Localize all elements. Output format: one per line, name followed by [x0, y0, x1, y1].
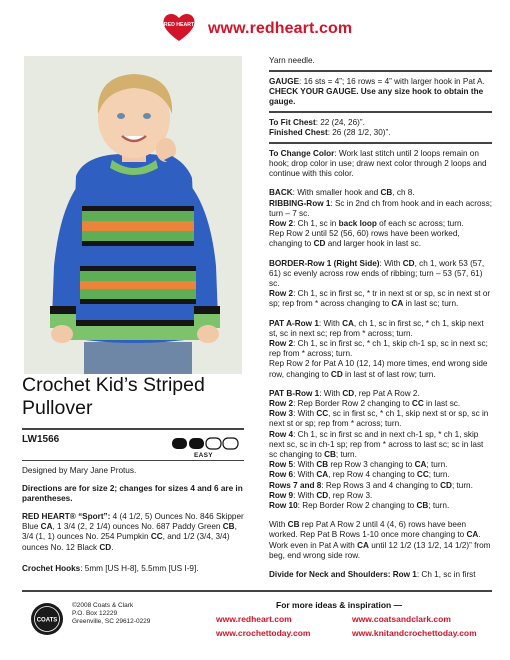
border2-label: Row 2: [269, 289, 294, 299]
patb3-text2: , sc in first sc, * ch 1, skip next st or sp, sc in next st or sp; rep from * across; turn.: [269, 409, 489, 429]
change-label: To Change Color: [269, 148, 335, 158]
patb4-text: : Ch 1, sc in first sc and in next ch-1 sp, * ch 1, skip next sc, sc in ch-1 sp; rep from * across to last sc; sc in last sc changing to: [269, 429, 484, 459]
final-ca: CA: [466, 530, 479, 540]
gauge-label: GAUGE: [269, 76, 300, 86]
border1-label: BORDER-Row 1 (Right Side): [269, 258, 380, 268]
patb5-text2: rep Row 3 changing to: [328, 460, 415, 470]
patb10-label: Row 10: [269, 501, 298, 511]
pata-rep-text: Rep Row 2 for Pat A 10 (12, 14) more times, end wrong side row, changing to: [269, 359, 488, 379]
rib2-text: : Ch 1, sc in: [293, 218, 339, 228]
pattern-code: LW1566: [22, 434, 60, 445]
yarn-text: 4 (4 1/2, 5) Ounces No. 846 Skipper Blue: [22, 512, 244, 532]
footer-divider: [22, 590, 492, 592]
rib-rep-text: Rep Row 2 until 52 (56, 60) rows have been worked, changing to: [269, 229, 460, 249]
instructions-column: [269, 56, 492, 589]
yarn-text2: , 1 3/4 (2, 2 1/4) ounces No. 687 Paddy Green: [52, 522, 223, 532]
rib-rep-cd: CD: [313, 239, 326, 249]
patb6-text: : With: [293, 470, 317, 480]
patb78-cd: CD: [440, 480, 452, 490]
site-url-link[interactable]: www.redheart.com: [208, 20, 353, 37]
patb2-text2: in last sc.: [423, 398, 461, 408]
rib2-label: Row 2: [269, 218, 294, 228]
patb4-cb: CB: [324, 450, 336, 459]
divide-text: : Ch 1, sc in first: [416, 570, 476, 580]
footer-link-redheart[interactable]: www.redheart.com: [216, 614, 292, 624]
yarn-text4: , and 1/2 (3/4, 3/4) ounces No. 12 Black: [22, 532, 230, 552]
rib2-bold: back loop: [338, 218, 377, 228]
hooks-label: Crochet Hooks: [22, 564, 81, 573]
footer-link-crochettoday[interactable]: www.crochettoday.com: [216, 628, 311, 638]
po-box: P.O. Box 12229: [72, 610, 118, 618]
final-ca2: CA: [357, 540, 369, 550]
pat-b-section: [269, 389, 492, 511]
border2-ca: CA: [391, 299, 404, 309]
border-section: [269, 259, 492, 310]
patb1-cd: CD: [342, 388, 355, 398]
patb9-label: Row 9: [269, 490, 294, 500]
rib1-text: : Sc in 2nd ch from hook and in each across; turn – 7 sc.: [269, 198, 492, 218]
final-text3: . Work even in Pat A with: [269, 530, 481, 550]
final-cb: CB: [287, 520, 300, 530]
fit-label: To Fit Chest: [269, 117, 316, 127]
border1-text: : With: [379, 258, 403, 268]
copyright: ©2008 Coats & Clark: [72, 602, 134, 609]
code-divider: [22, 460, 244, 461]
patb6-text3: ; turn.: [428, 470, 450, 480]
back-section: [269, 188, 492, 249]
patb3-label: Row 3: [269, 409, 294, 419]
patb5-text3: ; turn.: [426, 460, 448, 470]
patb1-text2: , rep Pat A Row 2.: [354, 388, 420, 398]
patb10-text: : Rep Border Row 2 changing to: [297, 501, 417, 511]
patb2-label: Row 2: [269, 398, 294, 408]
pata1-text2: , ch 1, sc in first sc, * ch 1, skip next st, sc in next sc; rep from * across; turn.: [269, 318, 484, 338]
patb9-text: : With: [293, 490, 317, 500]
yarn-materials: [22, 512, 244, 553]
title-divider: [22, 428, 244, 430]
patb1-text: : With: [319, 388, 343, 398]
patb9-text2: , rep Row 3.: [328, 490, 373, 500]
gauge-text: : 16 sts = 4”; 16 rows = 4” with larger hook in Pat A.: [299, 76, 485, 86]
gauge: [269, 77, 492, 108]
needle-line: Yarn needle.: [269, 56, 315, 65]
change-text: : Work last stitch until 2 loops remain on hook; drop color in use; draw next color through 2 loops and continue with this color.: [269, 148, 487, 179]
pata2-label: Row 2: [269, 338, 294, 348]
yarn-end: .: [111, 542, 114, 552]
final-text2: rep Pat A Row 2 until 4 (4, 6) rows have been worked. Rep Pat B Rows 1-10 once more changing to: [269, 520, 467, 540]
crochet-hooks: [22, 564, 244, 574]
pata1-text: : With: [318, 318, 343, 328]
back-text: : With smaller hook and: [292, 188, 381, 198]
logo-text: RED HEART: [163, 22, 195, 28]
more-ideas-heading: For more ideas & inspiration —: [276, 600, 403, 610]
rib2-text2: of each sc across; turn.: [376, 218, 464, 228]
finished-label: Finished Chest: [269, 128, 328, 138]
border2-text2: in last sc; turn.: [403, 299, 459, 309]
gauge-check: CHECK YOUR GAUGE. Use any size hook to obtain the gauge.: [269, 86, 484, 107]
back-text2: , ch 8.: [392, 188, 415, 198]
size-divider: [269, 142, 492, 144]
pata1-label: PAT A-Row 1: [269, 318, 319, 328]
finished-text: : 26 (28 1/2, 30)”.: [327, 128, 391, 138]
yarn-cc: CC: [150, 532, 163, 542]
patb10-text2: ; turn.: [428, 501, 450, 511]
page-header: [0, 0, 510, 52]
border1-text2: , ch 1, work 53 (57, 61) sc evenly across row ends of ribbing; turn – 53 (57, 61) sc.: [269, 258, 485, 288]
divide-section: [269, 570, 492, 580]
yarn-ca: CA: [40, 522, 53, 532]
designer-credit: Designed by Mary Jane Protus.: [22, 466, 137, 475]
patb78-text: : Rep Rows 3 and 4 changing to: [321, 480, 441, 490]
patb10-cb: CB: [416, 501, 429, 511]
patb2-cc: CC: [411, 398, 424, 408]
child-sweater-photo: [24, 56, 242, 374]
skill-level-label: EASY: [194, 452, 213, 459]
pata1-ca: CA: [342, 318, 354, 328]
patb5-text: : With: [293, 460, 317, 470]
patb6-label: Row 6: [269, 470, 294, 480]
patb4-label: Row 4: [269, 429, 294, 439]
back-cb: CB: [380, 188, 393, 198]
patb5-label: Row 5: [269, 460, 294, 470]
needle-divider: [269, 70, 492, 72]
red-heart-logo-icon: [162, 12, 196, 42]
patb1-label: PAT B-Row 1: [269, 388, 320, 398]
patb3-cc: CC: [316, 409, 329, 419]
yarn-text3: , 3/4 (1, 1) ounces No. 254 Pumpkin: [22, 522, 237, 542]
yarn-cd: CD: [99, 542, 112, 552]
sizes-note: [22, 484, 244, 504]
sizes-note-text: Directions are for size 2; changes for sizes 4 and 6 are in parentheses.: [22, 484, 243, 504]
patb6-cc: CC: [416, 470, 429, 480]
patb3-text: : With: [293, 409, 317, 419]
coats-logo-icon: [30, 602, 64, 636]
pata-rep-text2: in last st of last row; turn.: [342, 369, 436, 379]
coats-address: [72, 602, 150, 627]
patb78-label: Rows 7 and 8: [269, 480, 322, 490]
hooks-text: : 5mm [US H-8], 5.5mm [US I-9].: [80, 564, 199, 573]
divide-label: Divide for Neck and Shoulders: Row 1: [269, 570, 417, 580]
final-text4: until 12 1/2 (13 1/2, 14 1/2)” from beg, end wrong side row.: [269, 540, 491, 560]
patb4-text2: ; turn.: [335, 450, 357, 459]
pattern-title: Crochet Kid’s Striped Pullover: [22, 374, 205, 419]
change-color: [269, 149, 492, 180]
gauge-divider: [269, 111, 492, 113]
footer-link-coatsandclark[interactable]: www.coatsandclark.com: [352, 614, 451, 624]
patb78-text2: ; turn.: [451, 480, 473, 490]
rib-rep-text2: and larger hook in last sc.: [325, 239, 422, 249]
yarn-label: RED HEART® “Sport”:: [22, 512, 111, 521]
border1-cd: CD: [402, 258, 415, 268]
fit-chest: [269, 118, 492, 128]
yarn-cb: CB: [222, 522, 235, 532]
patb6-text2: , rep Row 4 changing to: [328, 470, 417, 480]
final-section: [269, 520, 492, 561]
finished-chest: [269, 128, 492, 138]
patb6-ca: CA: [316, 470, 329, 480]
rib1-label: RIBBING-Row 1: [269, 198, 331, 208]
pata-rep-cd: CD: [330, 369, 343, 379]
patb5-ca: CA: [414, 460, 427, 470]
border2-text: : Ch 1, sc in first sc, * tr in next st or sp, sc in next st or sp; rep from * across changing to: [269, 289, 491, 309]
patb9-cd: CD: [316, 490, 329, 500]
city-line: Greenville, SC 29612-0229: [72, 618, 151, 626]
pat-a-section: [269, 319, 492, 380]
final-text1: With: [269, 520, 288, 530]
footer-link-knitandcrochettoday[interactable]: www.knitandcrochettoday.com: [352, 628, 477, 638]
patb2-text: : Rep Border Row 2 changing to: [293, 398, 412, 408]
child-illustration: [24, 56, 242, 374]
back-label: BACK: [269, 188, 293, 198]
coats-logo-text: COATS: [36, 617, 58, 624]
fit-text: : 22 (24, 26)”.: [315, 117, 365, 127]
patb5-cb: CB: [316, 460, 329, 470]
pata2-text: : Ch 1, sc in first sc, * ch 1, skip ch-1 sp, sc in next sc; rep from * across; turn.: [269, 338, 488, 359]
